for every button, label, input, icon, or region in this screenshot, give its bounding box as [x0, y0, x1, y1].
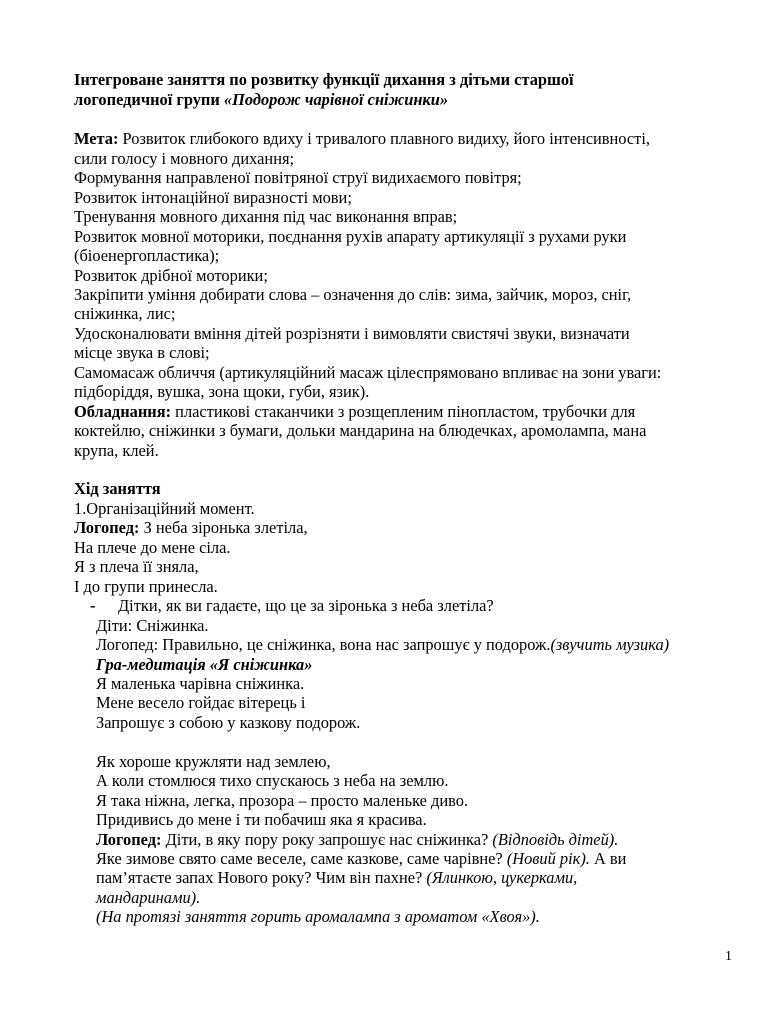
goals-line: сили голосу і мовного дихання;: [74, 148, 295, 168]
goals-line: Самомасаж обличчя (артикуляційний масаж цілеспрямовано впливає на зони уваги:: [74, 362, 662, 382]
poem-line: Я з плеча її зняла,: [74, 557, 199, 577]
stanza-line: А коли стомлюся тихо спускаюсь з неба на землю.: [96, 771, 449, 791]
goals-label: Мета:: [74, 129, 119, 149]
goals-line: Розвиток мовної моторики, поєднання рухів апарату артикуляції з рухами руки: [74, 226, 627, 246]
equipment-section: [74, 402, 739, 460]
title-line-2: [74, 90, 739, 110]
course-section: [74, 479, 739, 926]
stanza-line: Я така ніжна, легка, прозора – просто маленьке диво.: [96, 790, 469, 810]
goals-line: сніжинка, лис;: [74, 304, 176, 324]
goals-line-0-text: Розвиток глибокого вдиху і тривалого плавного видиху, його інтенсивності,: [118, 129, 650, 149]
stanza-line: Запрошує з собою у казкову подорож.: [96, 712, 361, 732]
equipment-label: Обладнання:: [74, 401, 172, 421]
children-answer: Діти: Сніжинка.: [96, 615, 209, 635]
question-text: Дітки, як ви гадаєте, що це за зіронька з неба злетіла?: [118, 596, 494, 616]
poem-first-line: З неба зіронька злетіла,: [139, 518, 308, 538]
speaker-label: Логопед:: [74, 518, 140, 538]
list-dash: -: [90, 596, 96, 616]
goals-line: (біоенергопластика);: [74, 246, 220, 266]
stanza-line: Придивись до мене і ти побачиш яка я красива.: [96, 810, 427, 830]
question-line: [74, 596, 739, 615]
final-q3-text: пам’ятаєте запах Нового року? Чим він пахне?: [96, 868, 427, 888]
stanza-line: Я маленька чарівна сніжинка.: [96, 674, 305, 694]
final-question-3: [74, 868, 739, 887]
document-page: [74, 70, 739, 927]
step-1: 1.Організаційний момент.: [74, 498, 255, 518]
goals-line: Формування направленої повітряної струї видихаємого повітря;: [74, 168, 522, 188]
final-question-2: [74, 849, 739, 868]
stanza-line: Мене весело гойдає вітерець і: [96, 693, 306, 713]
final-q4-note: мандаринами).: [96, 887, 201, 907]
goals-line-0: [74, 129, 739, 148]
document-title: [74, 70, 739, 110]
final-q1-text: Діти, в яку пору року запрошує нас сніжинка?: [161, 829, 493, 849]
poem-line: На плече до мене сіла.: [74, 537, 231, 557]
spacer: [74, 110, 739, 129]
final-speaker-label: Логопед:: [96, 829, 162, 849]
goals-line: Розвиток дрібної моторики;: [74, 265, 268, 285]
course-heading: Хід заняття: [74, 479, 161, 499]
goals-line: Тренування мовного дихання під час виконання вправ;: [74, 207, 458, 227]
title-line-2-plain: логопедичної групи: [74, 90, 224, 109]
equipment-line: коктейлю, сніжинки з бумаги, дольки мандарина на блюдечках, аромолампа, мана: [74, 421, 647, 441]
final-q2-text: Яке зимове свято саме веселе, саме казкове, саме чарівне?: [96, 849, 507, 869]
spacer: [74, 460, 739, 479]
page-number: 1: [725, 949, 732, 964]
final-q2-note: (Новий рік).: [506, 849, 590, 869]
goals-line: Розвиток інтонаційної виразності мови;: [74, 187, 352, 207]
goals-section: [74, 129, 739, 401]
equipment-line-0: [74, 402, 739, 421]
poem-line-0: [74, 518, 739, 537]
aroma-note: (На протязі заняття горить аромалампа з ароматом «Хвоя»).: [96, 907, 540, 927]
goals-line: Удосконалювати вміння дітей розрізняти і вимовляти свистячі звуки, визначати: [74, 323, 630, 343]
final-q3-note: (Ялинкою, цукерками,: [426, 868, 578, 888]
equipment-line: крупа, клей.: [74, 440, 159, 460]
game-title: Гра-медитація «Я сніжинка»: [96, 654, 313, 674]
goals-line: підборіддя, вушка, зона щоки, губи, язик).: [74, 382, 370, 402]
title-line-1: Інтегроване заняття по розвитку функції дихання з дітьми старшої: [74, 70, 574, 89]
spacer: [74, 732, 739, 751]
stanza-line: Як хороше кружляти над землею,: [96, 751, 331, 771]
goals-line: місце звука в слові;: [74, 343, 210, 363]
logoped-reply: Логопед: Правильно, це сніжинка, вона нас запрошує у подорож.: [96, 635, 551, 655]
final-q1-note: (Відповідь дітей).: [492, 829, 619, 849]
poem-line: І до групи принесла.: [74, 576, 218, 596]
title-line-2-italic: «Подорож чарівної сніжинки»: [223, 90, 449, 109]
music-note: (звучить музика): [550, 635, 670, 655]
goals-line: Закріпити уміння добирати слова – означення до слів: зима, зайчик, мороз, сніг,: [74, 285, 632, 305]
final-question-1: [74, 830, 739, 849]
equipment-line-0-text: пластикові стаканчики з розщепленим пінопластом, трубочки для: [171, 401, 636, 421]
logoped-reply-line: [74, 635, 739, 654]
final-q2-tail: А ви: [589, 849, 627, 869]
